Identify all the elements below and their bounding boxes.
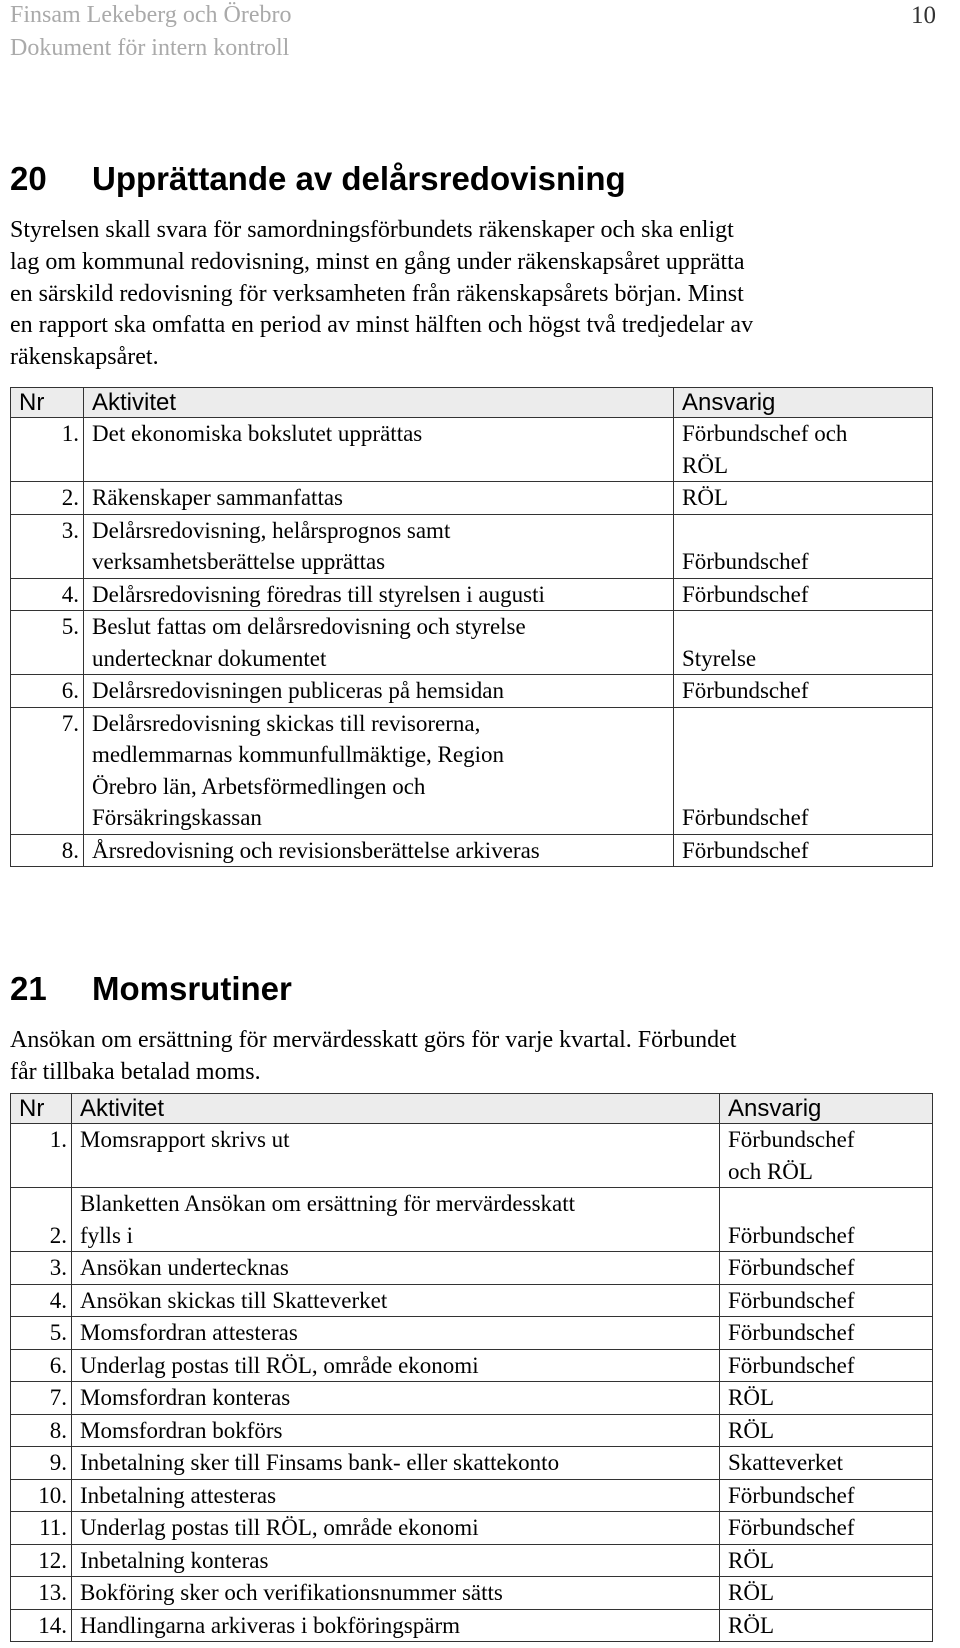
activity-cell	[84, 514, 674, 578]
responsible-cell	[720, 1577, 933, 1610]
table-row	[11, 834, 933, 867]
header-org: Finsam Lekeberg och Örebro	[10, 2, 292, 28]
table-row	[11, 1577, 933, 1610]
table-row	[11, 1349, 933, 1382]
row-number: 6.	[11, 675, 84, 708]
table-row	[11, 578, 933, 611]
table-row	[11, 1512, 933, 1545]
responsible-cell	[720, 1447, 933, 1480]
responsible-cell	[720, 1284, 933, 1317]
responsible-line: Förbundschef	[682, 837, 809, 863]
table-row	[11, 1124, 933, 1188]
row-number: 7.	[11, 1382, 72, 1415]
row-number: 4.	[11, 1284, 72, 1317]
responsible-cell	[674, 834, 933, 867]
activity-line: Försäkringskassan	[92, 805, 262, 830]
row-number: 14.	[11, 1609, 72, 1642]
row-number: 10.	[11, 1479, 72, 1512]
row-number: 6.	[11, 1349, 72, 1382]
section-title: Upprättande av delårsredovisning	[92, 160, 626, 197]
responsible-line: Förbundschef	[682, 581, 809, 607]
activity-line: Delårsredovisning, helårsprognos samt	[92, 517, 451, 543]
responsible-cell	[720, 1512, 933, 1545]
responsible-cell	[720, 1382, 933, 1415]
responsible-cell	[720, 1479, 933, 1512]
responsible-line: Förbundschef	[728, 1287, 855, 1313]
table-row	[11, 675, 933, 708]
responsible-line: Styrelse	[682, 645, 757, 671]
header-activity: Aktivitet	[72, 1094, 720, 1124]
row-number: 11.	[11, 1512, 72, 1545]
responsible-line: RÖL	[728, 1385, 774, 1410]
header-nr: Nr	[11, 1094, 72, 1124]
table-row	[11, 482, 933, 515]
activity-line: Momsrapport skrivs ut	[80, 1127, 290, 1152]
activity-line: Örebro län, Arbetsförmedlingen och	[92, 773, 426, 799]
table-row	[11, 611, 933, 675]
responsible-cell	[674, 578, 933, 611]
activity-cell	[72, 1349, 720, 1382]
activity-cell	[72, 1609, 720, 1642]
paragraph-line: lag om kommunal redovisning, minst en gång under räkenskapsåret upprätta	[10, 248, 745, 275]
responsible-line: Förbundschef	[728, 1515, 855, 1540]
responsible-line: Förbundschef	[728, 1482, 855, 1508]
row-number: 8.	[11, 1414, 72, 1447]
responsible-cell	[674, 707, 933, 834]
activity-line: Det ekonomiska bokslutet upprättas	[92, 421, 423, 446]
activity-line: Underlag postas till RÖL, område ekonomi	[80, 1352, 479, 1378]
responsible-cell	[674, 418, 933, 482]
header-responsible: Ansvarig	[720, 1094, 933, 1124]
table-row	[11, 1414, 933, 1447]
row-number: 1.	[11, 418, 84, 482]
responsible-cell	[720, 1544, 933, 1577]
table-row	[11, 1317, 933, 1350]
delarsredovisning-table	[10, 387, 933, 867]
row-number: 5.	[11, 1317, 72, 1350]
activity-cell	[84, 578, 674, 611]
responsible-line: Förbundschef	[728, 1222, 855, 1248]
table-row	[11, 1447, 933, 1480]
responsible-line: Skatteverket	[728, 1450, 843, 1475]
responsible-line: Förbundschef	[728, 1320, 855, 1345]
activity-cell	[72, 1479, 720, 1512]
row-number: 2.	[11, 482, 84, 515]
activity-line: Blanketten Ansökan om ersättning för mervärdesskatt	[80, 1191, 576, 1216]
table-header-row	[11, 1094, 933, 1124]
responsible-line: Förbundschef och	[682, 421, 848, 446]
row-number: 3.	[11, 514, 84, 578]
responsible-cell	[720, 1188, 933, 1252]
activity-line: Ansökan skickas till Skatteverket	[80, 1287, 388, 1313]
activity-line: Delårsredovisning föredras till styrelsen i augusti	[92, 581, 545, 607]
responsible-line: Förbundschef	[682, 805, 809, 830]
activity-line: fylls i	[80, 1222, 134, 1248]
section-title: Momsrutiner	[92, 970, 292, 1007]
activity-cell	[72, 1252, 720, 1285]
responsible-cell	[674, 675, 933, 708]
activity-line: Delårsredovisningen publiceras på hemsidan	[92, 678, 504, 703]
responsible-line: RÖL	[682, 485, 728, 510]
row-number: 1.	[11, 1124, 72, 1188]
responsible-line: RÖL	[728, 1580, 774, 1605]
table-row	[11, 1544, 933, 1577]
activity-line: Inbetalning attesteras	[80, 1482, 277, 1508]
paragraph-line: Ansökan om ersättning för mervärdesskatt görs för varje kvartal. Förbundet	[10, 1027, 737, 1053]
responsible-cell	[674, 482, 933, 515]
activity-line: Beslut fattas om delårsredovisning och styrelse	[92, 614, 526, 639]
paragraph-line: en särskild redovisning för verksamheten från räkenskapsårets början. Minst	[10, 280, 744, 307]
section-21-paragraph	[10, 1025, 736, 1089]
table-row	[11, 1382, 933, 1415]
responsible-cell	[674, 514, 933, 578]
activity-cell	[84, 707, 674, 834]
activity-cell	[84, 418, 674, 482]
activity-cell	[72, 1124, 720, 1188]
activity-cell	[72, 1447, 720, 1480]
activity-cell	[72, 1284, 720, 1317]
activity-line: medlemmarnas kommunfullmäktige, Region	[92, 742, 505, 767]
table-row	[11, 514, 933, 578]
responsible-line: Förbundschef	[728, 1127, 855, 1152]
activity-line: Årsredovisning och revisionsberättelse arkiveras	[92, 837, 540, 863]
responsible-cell	[720, 1349, 933, 1382]
activity-line: Bokföring sker och verifikationsnummer sätts	[80, 1580, 503, 1605]
header-activity: Aktivitet	[84, 388, 674, 418]
activity-cell	[72, 1382, 720, 1415]
responsible-line: RÖL	[728, 1417, 774, 1443]
responsible-cell	[720, 1124, 933, 1188]
row-number: 13.	[11, 1577, 72, 1610]
activity-cell	[72, 1512, 720, 1545]
row-number: 2.	[11, 1188, 72, 1252]
activity-cell	[84, 482, 674, 515]
activity-line: undertecknar dokumentet	[92, 645, 327, 671]
section-number: 20	[10, 160, 47, 197]
activity-cell	[72, 1414, 720, 1447]
table-row	[11, 1479, 933, 1512]
responsible-line: Förbundschef	[682, 549, 809, 574]
section-number: 21	[10, 970, 47, 1007]
row-number: 12.	[11, 1544, 72, 1577]
paragraph-line: en rapport ska omfatta en period av minst hälften och högst två tredjedelar av	[10, 312, 754, 339]
activity-line: Inbetalning sker till Finsams bank- eller skattekonto	[80, 1450, 560, 1475]
table-row	[11, 418, 933, 482]
table-row	[11, 707, 933, 834]
responsible-line: och RÖL	[728, 1158, 813, 1184]
activity-line: Momsfordran bokförs	[80, 1417, 283, 1443]
momsrutiner-table	[10, 1093, 933, 1642]
responsible-line: RÖL	[728, 1547, 774, 1573]
activity-line: Delårsredovisning skickas till revisorerna,	[92, 710, 481, 736]
activity-cell	[72, 1188, 720, 1252]
table-row	[11, 1252, 933, 1285]
row-number: 3.	[11, 1252, 72, 1285]
responsible-line: RÖL	[682, 452, 728, 478]
activity-line: Ansökan undertecknas	[80, 1255, 289, 1280]
table-row	[11, 1609, 933, 1642]
section-20-heading	[10, 160, 626, 198]
activity-cell	[84, 611, 674, 675]
header-nr: Nr	[11, 388, 84, 418]
paragraph-line: Styrelsen skall svara för samordningsförbundets räkenskaper och ska enligt	[10, 217, 734, 243]
activity-line: Handlingarna arkiveras i bokföringspärm	[80, 1612, 461, 1638]
header-doc: Dokument för intern kontroll	[10, 35, 290, 61]
activity-line: Momsfordran attesteras	[80, 1320, 298, 1345]
page-number: 10	[911, 2, 936, 29]
responsible-cell	[720, 1609, 933, 1642]
responsible-line: Förbundschef	[682, 678, 809, 703]
activity-cell	[84, 834, 674, 867]
activity-cell	[84, 675, 674, 708]
activity-line: Underlag postas till RÖL, område ekonomi	[80, 1515, 479, 1540]
activity-cell	[72, 1544, 720, 1577]
responsible-cell	[720, 1414, 933, 1447]
row-number: 7.	[11, 707, 84, 834]
table-header-row	[11, 388, 933, 418]
section-20-paragraph	[10, 215, 753, 374]
activity-cell	[72, 1317, 720, 1350]
activity-line: Momsfordran konteras	[80, 1385, 291, 1410]
activity-line: Räkenskaper sammanfattas	[92, 485, 343, 510]
table-row	[11, 1284, 933, 1317]
activity-cell	[72, 1577, 720, 1610]
responsible-line: Förbundschef	[728, 1255, 855, 1280]
responsible-cell	[674, 611, 933, 675]
responsible-line: RÖL	[728, 1612, 774, 1638]
row-number: 8.	[11, 834, 84, 867]
row-number: 4.	[11, 578, 84, 611]
row-number: 5.	[11, 611, 84, 675]
activity-line: Inbetalning konteras	[80, 1547, 269, 1573]
table-row	[11, 1188, 933, 1252]
section-21-heading	[10, 970, 292, 1008]
responsible-cell	[720, 1317, 933, 1350]
paragraph-line: räkenskapsåret.	[10, 344, 159, 371]
responsible-line: Förbundschef	[728, 1352, 855, 1378]
header-responsible: Ansvarig	[674, 388, 933, 418]
row-number: 9.	[11, 1447, 72, 1480]
activity-line: verksamhetsberättelse upprättas	[92, 549, 386, 574]
paragraph-line: får tillbaka betalad moms.	[10, 1058, 261, 1085]
responsible-cell	[720, 1252, 933, 1285]
